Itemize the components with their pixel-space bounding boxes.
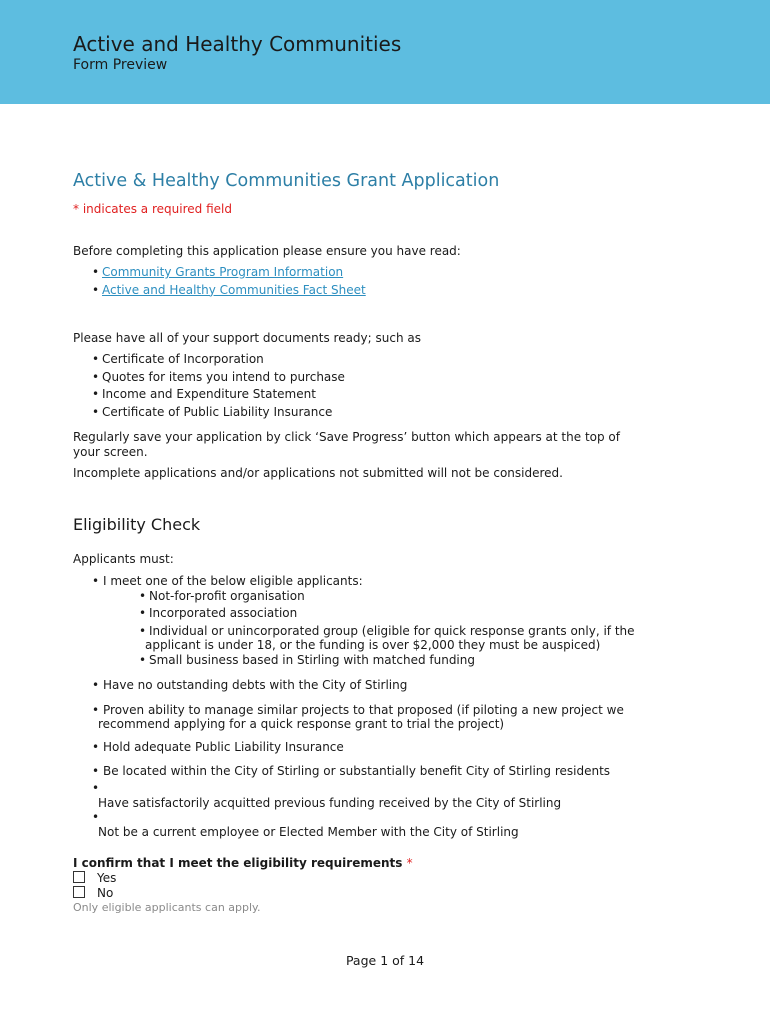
sub-item-incorporated: Incorporated association [149,606,298,620]
app-subtitle: Form Preview [73,57,168,73]
located-item: Be located within the City of Stirling or substantially benefit City of Stirling residents [103,764,611,778]
bullet: • [92,740,100,754]
list-item: • Quotes for items you intend to purchase [92,369,345,387]
list-item [92,264,366,282]
intro-text: Before completing this application please ensure you have read: [73,244,461,258]
no-label: No [97,886,114,900]
list-item: • Certificate of Incorporation [92,351,345,369]
no-checkbox[interactable] [73,886,85,898]
bullet: • [139,589,147,603]
confirm-eligibility-label [73,856,413,870]
incomplete-note: Incomplete applications and/or applications not submitted will not be considered. [73,466,563,480]
yes-label: Yes [97,871,117,885]
confirm-helper-text: Only eligible applicants can apply. [73,901,261,914]
save-note-line-1: Regularly save your application by click ‘Save Progress’ button which appears at the top of [73,430,620,444]
bullet: • [92,781,100,795]
list-item: • Certificate of Public Liability Insurance [92,404,345,422]
option-yes[interactable] [73,871,116,885]
bullet: • [139,624,147,638]
sub-item-individual: Individual or unincorporated group (eligible for quick response grants only, if the [149,624,635,638]
eligibility-heading: Eligibility Check [73,515,201,534]
save-note-line-2: your screen. [73,445,148,459]
no-debts-item: Have no outstanding debts with the City of Stirling [103,678,408,692]
list-item [92,282,366,300]
proven-ability-item: Proven ability to manage similar projects to that proposed (if piloting a new project we [103,703,624,717]
option-no[interactable] [73,886,113,900]
reading-links-list [92,264,366,299]
fact-sheet-link[interactable]: Active and Healthy Communities Fact Sheet [102,282,366,297]
page-number: Page 1 of 14 [345,953,425,968]
bullet: • [92,703,100,717]
page-header [0,0,770,104]
bullet: • [92,678,100,692]
eligible-applicants-item: I meet one of the below eligible applicants: [103,574,363,588]
bullet: • [92,764,100,778]
confirm-label-text: I confirm that I meet the eligibility requirements [73,856,407,870]
yes-checkbox[interactable] [73,871,85,883]
list-item: • Income and Expenditure Statement [92,386,345,404]
bullet: • [92,810,100,824]
app-title: Active and Healthy Communities [73,32,402,56]
employee-item: Not be a current employee or Elected Member with the City of Stirling [98,825,519,839]
eligibility-intro: Applicants must: [73,552,174,566]
insurance-item: Hold adequate Public Liability Insurance [103,740,344,754]
community-grants-info-link[interactable]: Community Grants Program Information [102,265,344,279]
support-docs-list [92,351,345,421]
sub-item-individual-cont: applicant is under 18, or the funding is over $2,000 they must be auspiced) [145,638,601,652]
sub-item-not-for-profit: Not-for-profit organisation [149,589,305,603]
bullet: • [139,606,147,620]
bullet: • [139,653,147,667]
acquitted-item: Have satisfactorily acquitted previous funding received by the City of Stirling [98,796,562,810]
proven-ability-item-cont: recommend applying for a quick response grant to trial the project) [98,717,505,731]
sub-item-small-business: Small business based in Stirling with matched funding [149,653,475,667]
bullet: • [92,574,100,588]
form-title: Active & Healthy Communities Grant Application [73,171,500,191]
required-asterisk: * [406,856,413,870]
required-field-note: * indicates a required field [73,202,232,216]
docs-intro-text: Please have all of your support documents ready; such as [73,331,421,345]
